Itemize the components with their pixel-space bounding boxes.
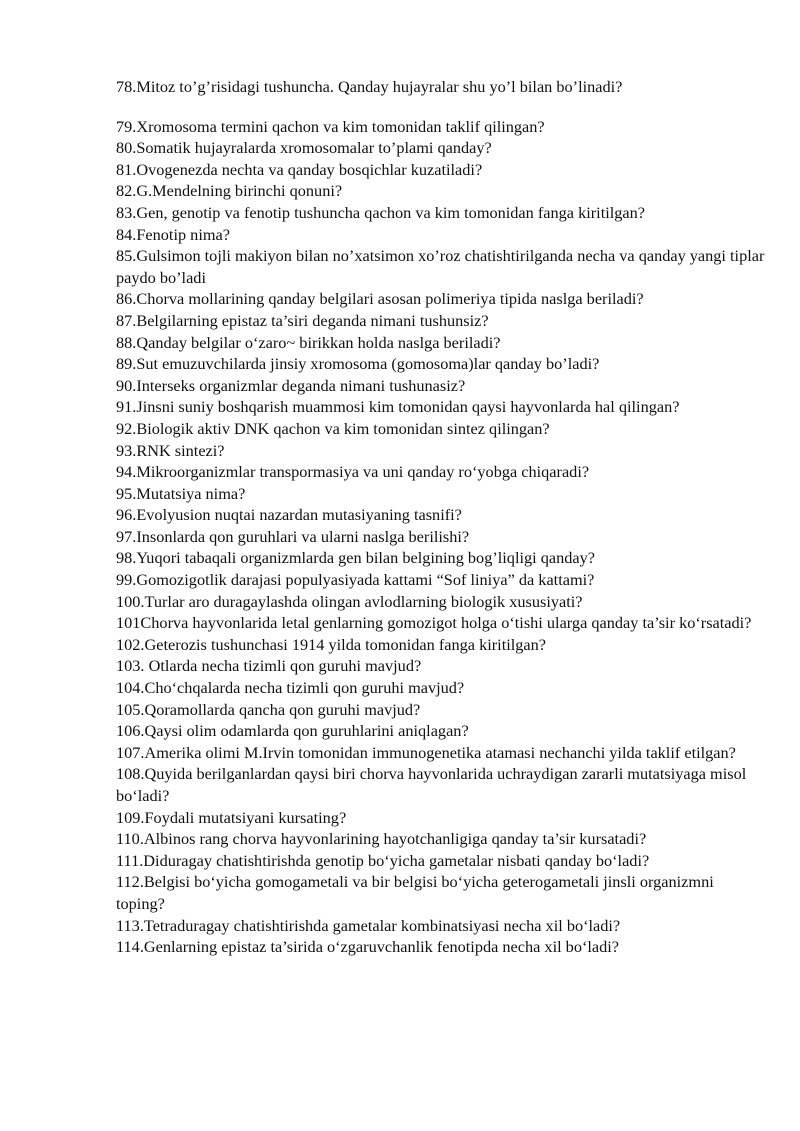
question-86: 86.Chorva mollarining qanday belgilari asosan polimeriya tipida naslga beriladi? [116, 289, 644, 309]
question-91: 91.Jinsni suniy boshqarish muammosi kim tomonidan qaysi hayvonlarda hal qilingan? [116, 397, 680, 417]
question-109: 109.Foydali mutatsiyani kursating? [116, 807, 347, 827]
question-85: 85.Gulsimon tojli makiyon bilan no’xatsimon xo’roz chatishtirilganda necha va qanday yangi tiplar paydo bo’ladi [116, 246, 765, 287]
question-107: 107.Amerika olimi M.Irvin tomonidan immunogenetika atamasi nechanchi yilda taklif etilgan? [116, 742, 736, 762]
question-111: 111.Diduragay chatishtirishda genotip bo‘yicha gametalar nisbati qanday bo‘ladi? [116, 850, 650, 870]
question-110: 110.Albinos rang chorva hayvonlarining hayotchanligiga qanday ta’sir kursatadi? [116, 829, 647, 849]
question-102: 102.Geterozis tushunchasi 1914 yilda tomonidan fanga kiritilgan? [116, 634, 546, 654]
question-97: 97.Insonlarda qon guruhlari va ularni naslga berilishi? [116, 526, 470, 546]
question-114: 114.Genlarning epistaz ta’sirida o‘zgaruvchanlik fenotipda necha xil bo‘ladi? [116, 937, 620, 957]
question-93: 93.RNK sintezi? [116, 440, 225, 460]
question-79: 79.Xromosoma termini qachon va kim tomonidan taklif qilingan? [116, 116, 545, 136]
question-112: 112.Belgisi bo‘yicha gomogametali va bir belgisi bo‘yicha geterogametali jinsli organizmni toping? [116, 872, 714, 913]
question-80: 80.Somatik hujayralarda xromosomalar to’plami qanday? [116, 138, 492, 158]
question-95: 95.Mutatsiya nima? [116, 483, 246, 503]
question-81: 81.Ovogenezda nechta va qanday bosqichlar kuzatiladi? [116, 159, 483, 179]
question-list [116, 76, 766, 958]
question-103: 103. Otlarda necha tizimli qon guruhi mavjud? [116, 656, 422, 676]
question-94: 94.Mikroorganizmlar transpormasiya va uni qanday ro‘yobga chiqaradi? [116, 462, 590, 482]
question-98: 98.Yuqori tabaqali organizmlarda gen bilan belgining bog’liqligi qanday? [116, 548, 595, 568]
question-104: 104.Cho‘chqalarda necha tizimli qon guruhi mavjud? [116, 678, 465, 698]
question-92: 92.Biologik aktiv DNK qachon va kim tomonidan sintez qilingan? [116, 418, 550, 438]
question-106: 106.Qaysi olim odamlarda qon guruhlarini aniqlagan? [116, 721, 469, 741]
question-78: 78.Mitoz to’g’risidagi tushuncha. Qanday hujayralar shu yo’l bilan bo’linadi? [116, 77, 623, 96]
question-83: 83.Gen, genotip va fenotip tushuncha qachon va kim tomonidan fanga kiritilgan? [116, 202, 646, 222]
question-99: 99.Gomozigotlik darajasi populyasiyada kattami “Sof liniya” da kattami? [116, 570, 595, 590]
question-113: 113.Tetraduragay chatishtirishda gametalar kombinatsiyasi necha xil bo‘ladi? [116, 915, 621, 935]
question-82: 82.G.Mendelning birinchi qonuni? [116, 181, 343, 201]
question-96: 96.Evolyusion nuqtai nazardan mutasiyaning tasnifi? [116, 505, 462, 525]
question-105: 105.Qoramollarda qancha qon guruhi mavjud? [116, 699, 421, 719]
question-90: 90.Interseks organizmlar deganda nimani tushunasiz? [116, 375, 466, 395]
question-84: 84.Fenotip nima? [116, 224, 230, 244]
question-88: 88.Qanday belgilar o‘zaro~ birikkan holda naslga beriladi? [116, 332, 501, 352]
question-89: 89.Sut emuzuvchilarda jinsiy xromosoma (gomosoma)lar qanday bo’ladi? [116, 354, 600, 374]
question-101: 101Chorva hayvonlarida letal genlarning gomozigot holga o‘tishi ularga qanday ta’sir ko‘rsatadi? [116, 613, 752, 633]
question-100: 100.Turlar aro duragaylashda olingan avlodlarning biologik xususiyati? [116, 591, 583, 611]
question-87: 87.Belgilarning epistaz ta’siri deganda nimani tushunsiz? [116, 310, 489, 330]
question-108: 108.Quyida berilganlardan qaysi biri chorva hayvonlarida uchraydigan zararli mutatsiyaga misol bo‘ladi? [116, 764, 747, 805]
